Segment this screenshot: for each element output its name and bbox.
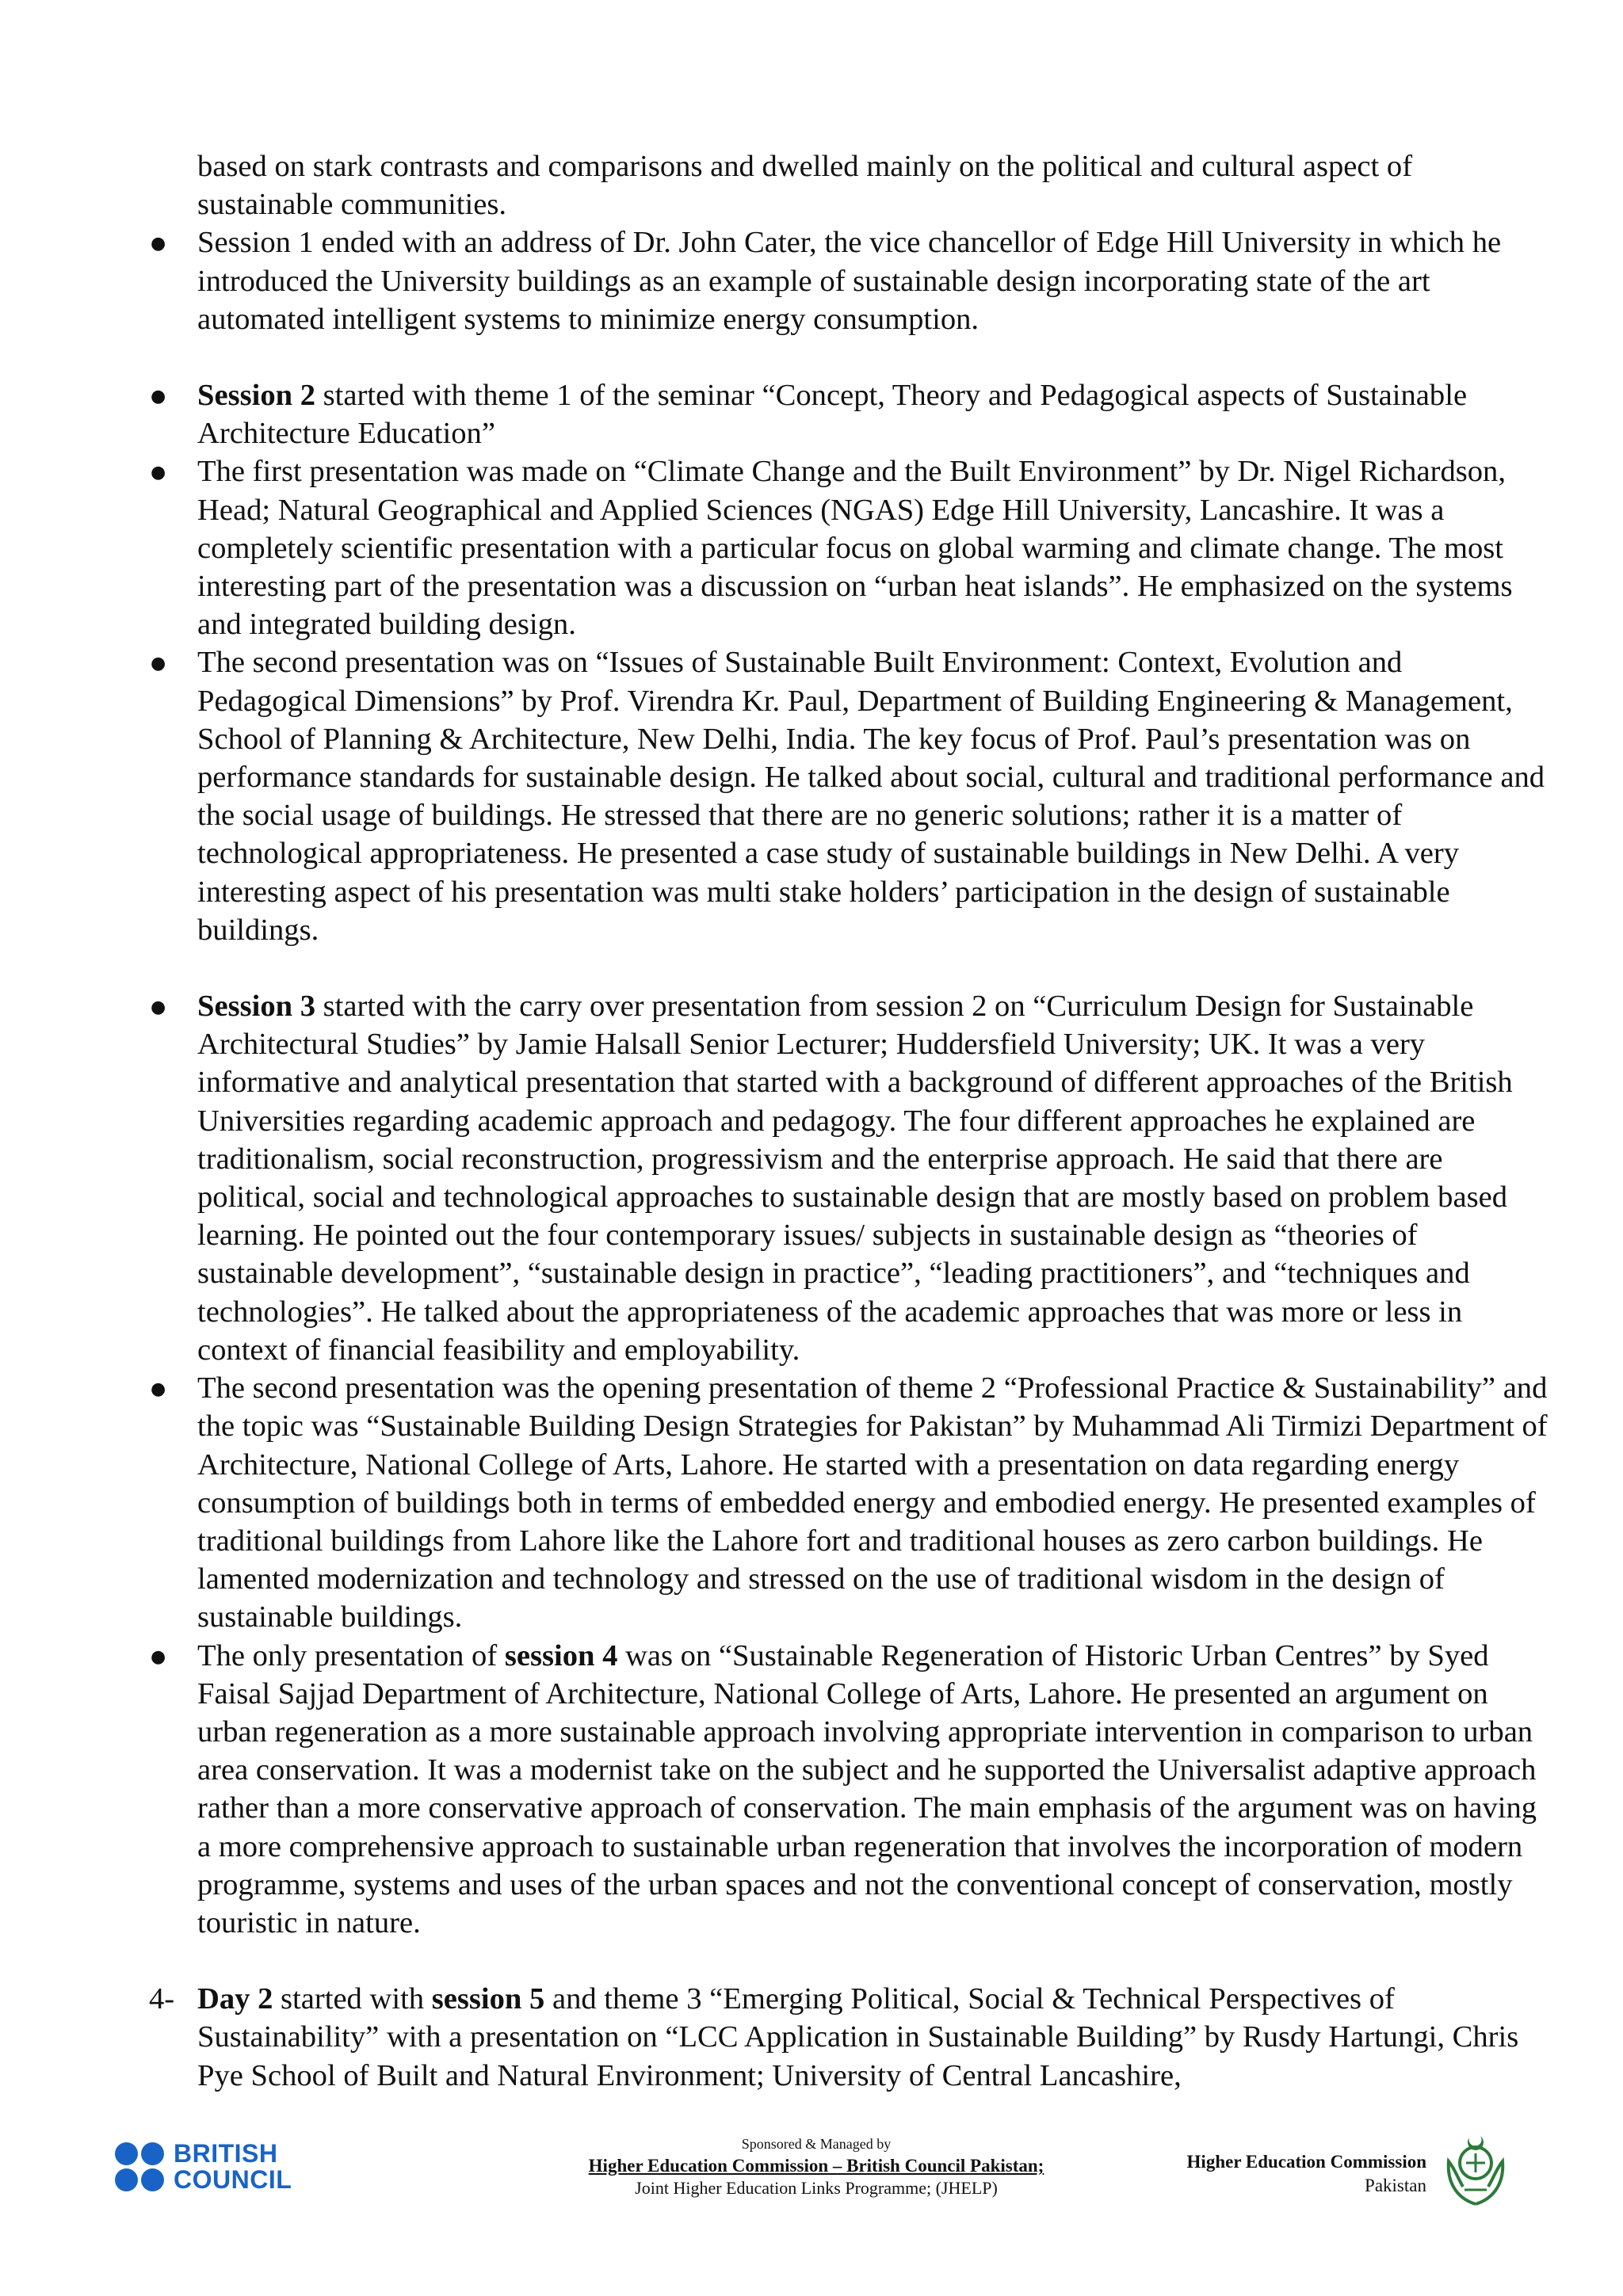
bc-line1: BRITISH bbox=[174, 2139, 278, 2168]
paragraph-text: and theme 3 “Emerging Political, Social & Technical Perspectives of Sustainability” with a presentation on “LCC Application in Sustainable Building” by Rusdy Hartungi, Chris Pye School of Built and Natural Environment; University of Central Lancashire, bbox=[197, 1982, 1519, 2092]
paragraph-text: The second presentation was the opening presentation of theme 2 “Professional Practice & Sustainability” and the topic was “Sustainable Building Design Strategies for Pakistan” by Muhammad Ali Tirmizi Department of Architecture, National College of Arts, Lahore. He started with a presentation on data regarding energy consumption of buildings both in terms of embedded energy and embodied energy. He presented examples of traditional buildings from Lahore like the Lahore fort and traditional houses as zero carbon buildings. He lamented modernization and technology and stressed on the use of traditional wisdom in the design of sustainable buildings. bbox=[197, 1371, 1548, 1634]
hec-name: Higher Education Commission bbox=[1186, 2152, 1426, 2172]
paragraph-text: started with theme 1 of the seminar “Concept, Theory and Pedagogical aspects of Sustainable Architecture Education” bbox=[197, 379, 1468, 451]
bullet-icon: ● bbox=[151, 463, 166, 483]
bullet-icon: ● bbox=[151, 654, 166, 674]
bullet-icon: ● bbox=[151, 997, 166, 1018]
bold-text: session 4 bbox=[504, 1638, 618, 1672]
paragraph-gap bbox=[0, 949, 1623, 987]
bullet-icon: ● bbox=[151, 1379, 166, 1400]
british-council-wordmark bbox=[174, 2141, 292, 2193]
paragraph-text: The second presentation was on “Issues of Sustainable Built Environment: Context, Evolution and Pedagogical Dimensions” by Prof. Virendra Kr. Paul, Department of Building Engineering & Management, School of Planning & Architecture, New Delhi, India. The key focus of Prof. Paul’s presentation was on performance standards for sustainable design. He talked about social, cultural and traditional performance and the social usage of buildings. He stressed that there are no generic solutions; rather it is a matter of technological appropriateness. He presented a case study of sustainable buildings in New Delhi. A very interesting aspect of his presentation was multi stake holders’ participation in the design of sustainable buildings. bbox=[197, 646, 1545, 947]
bc-line2: COUNCIL bbox=[174, 2165, 292, 2194]
paragraph-gap bbox=[0, 338, 1623, 376]
paragraph-text: was on “Sustainable Regeneration of Historic Urban Centres” by Syed Faisal Sajjad Department of Architecture, National College of Arts, Lahore. He presented an argument on urban regeneration as a more sustainable approach involving appropriate intervention in comparison to urban area conservation. It was a modernist take on the subject and he supported the Universalist adaptive approach rather than a more conservative approach of conservation. The main emphasis of the argument was on having a more comprehensive approach to sustainable urban regeneration that involves the incorporation of modern programme, systems and uses of the urban spaces and not the conventional concept of conservation, mostly touristic in nature. bbox=[197, 1638, 1537, 1939]
bullet-item bbox=[0, 987, 1623, 1369]
paragraph bbox=[0, 147, 1623, 223]
bold-text: Day 2 bbox=[197, 1982, 273, 2016]
paragraph-text: started with bbox=[273, 1982, 432, 2016]
paragraph-text: The only presentation of bbox=[197, 1638, 505, 1672]
paragraph bbox=[0, 1980, 1623, 2095]
hec-country: Pakistan bbox=[1365, 2176, 1426, 2195]
hec-bc-line: Higher Education Commission – British Council Pakistan; bbox=[588, 2156, 1044, 2176]
bullet-icon: ● bbox=[151, 1646, 166, 1667]
bullet-item bbox=[0, 643, 1623, 949]
paragraph-gap bbox=[0, 1942, 1623, 1980]
hec-emblem-icon bbox=[1442, 2131, 1509, 2207]
paragraph-text: started with the carry over presentation from session 2 on “Curriculum Design for Sustainable Architectural Studies” by Jamie Halsall Senior Lecturer; Huddersfield University; UK. It was a very informative and analytical presentation that started with a background of different approaches of the British Universities regarding academic approach and pedagogy. The four different approaches he explained are traditionalism, social reconstruction, progressivism and the enterprise approach. He said that there are political, social and technological approaches to sustainable design that are mostly based on problem based learning. He pointed out the four contemporary issues/ subjects in sustainable design as “theories of sustainable development”, “sustainable design in practice”, “leading practitioners”, and “techniques and technologies”. He talked about the appropriateness of the academic approaches that was more or less in context of financial feasibility and employability. bbox=[197, 990, 1513, 1367]
bold-text: Session 3 bbox=[197, 990, 316, 1024]
bullet-item bbox=[0, 1369, 1623, 1636]
bullet-icon: ● bbox=[151, 234, 166, 254]
bold-text: session 5 bbox=[431, 1982, 545, 2016]
bullet-item bbox=[0, 223, 1623, 338]
list-number: 4- bbox=[149, 1982, 175, 2016]
document-body bbox=[0, 147, 1623, 2095]
paragraph-text: Session 1 ended with an address of Dr. John Cater, the vice chancellor of Edge Hill University in which he introduced the University buildings as an example of sustainable design incorporating state of the art automated intelligent systems to minimize energy consumption. bbox=[197, 226, 1502, 336]
sponsor-block bbox=[499, 2134, 1133, 2198]
jhelp-line: Joint Higher Education Links Programme; (JHELP) bbox=[635, 2178, 998, 2198]
bullet-item bbox=[0, 376, 1623, 452]
hec-text bbox=[1149, 2150, 1426, 2198]
sponsored-label: Sponsored & Managed by bbox=[741, 2136, 892, 2152]
bold-text: Session 2 bbox=[197, 379, 316, 413]
bullet-item bbox=[0, 452, 1623, 643]
page-footer bbox=[0, 2131, 1623, 2218]
british-council-dots-icon bbox=[115, 2142, 166, 2193]
bullet-item bbox=[0, 1637, 1623, 1943]
bullet-icon: ● bbox=[151, 387, 166, 407]
paragraph-text: The first presentation was made on “Climate Change and the Built Environment” by Dr. Nigel Richardson, Head; Natural Geographical and Applied Sciences (NGAS) Edge Hill University, Lancashire. It was a completely scientific presentation with a particular focus on global warming and climate change. The most interesting part of the presentation was a discussion on “urban heat islands”. He emphasized on the systems and integrated building design. bbox=[197, 455, 1513, 642]
paragraph-text: based on stark contrasts and comparisons and dwelled mainly on the political and cultural aspect of sustainable communities. bbox=[197, 150, 1413, 222]
british-council-logo bbox=[115, 2139, 305, 2198]
